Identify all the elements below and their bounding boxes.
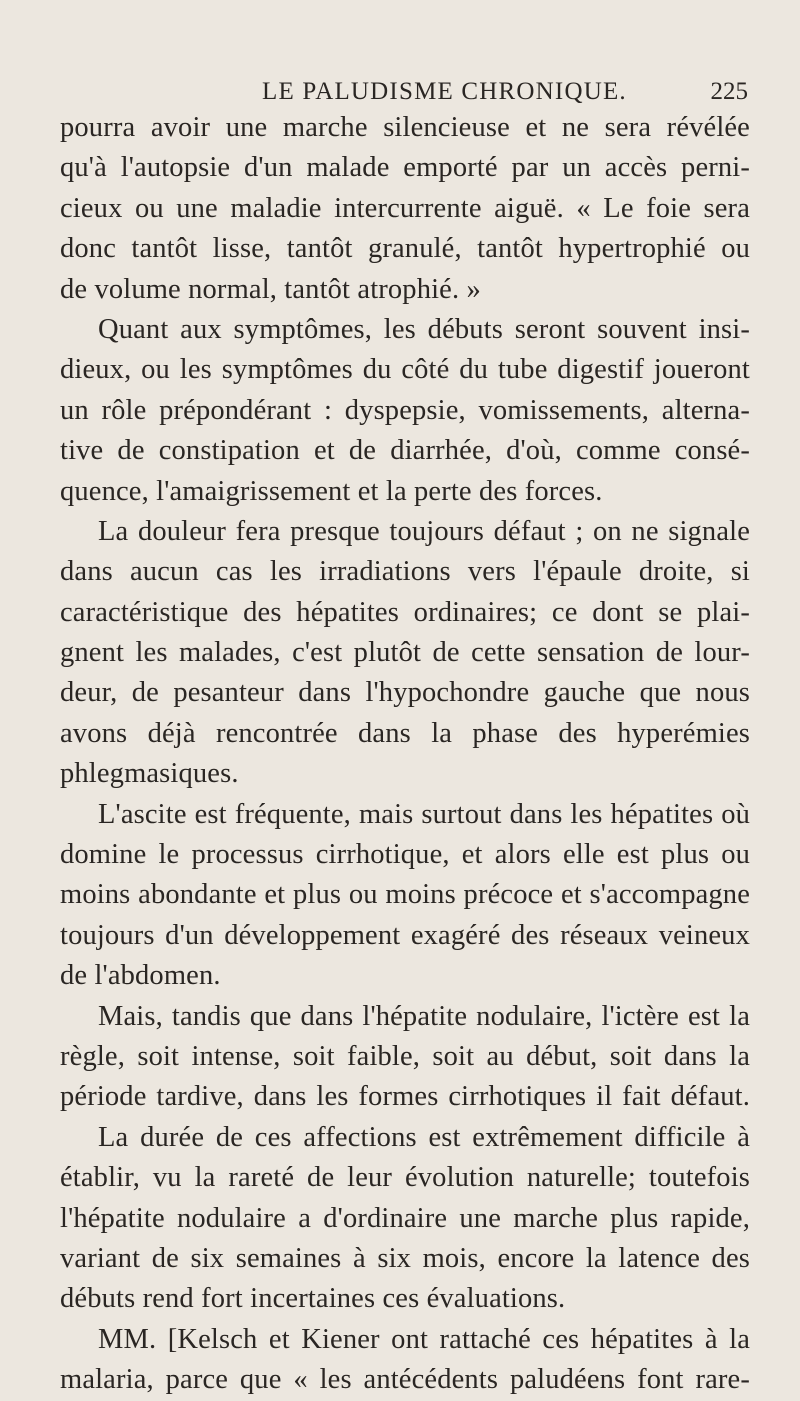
running-title: LE PALUDISME CHRONIQUE. xyxy=(262,78,627,105)
text-line: Quant aux symptômes, les débuts seront souvent insi- xyxy=(98,313,750,345)
text-line: qu'à l'autopsie d'un malade emporté par un accès perni- xyxy=(60,152,750,184)
text-line: Mais, tandis que dans l'hépatite nodulaire, l'ictère est la xyxy=(98,1000,750,1032)
text-line: quence, l'amaigrissement et la perte des forces. xyxy=(60,475,603,507)
text-line: période tardive, dans les formes cirrhotiques il fait défaut. xyxy=(60,1081,750,1113)
text-line: malaria, parce que « les antécédents paludéens font rare- xyxy=(60,1364,750,1396)
text-line: L'ascite est fréquente, mais surtout dans les hépatites où xyxy=(98,798,750,830)
text-line: variant de six semaines à six mois, encore la latence des xyxy=(60,1242,750,1274)
text-line: toujours d'un développement exagéré des réseaux veineux xyxy=(60,919,750,951)
text-line: dieux, ou les symptômes du côté du tube digestif joueront xyxy=(60,354,750,386)
body-text xyxy=(60,108,750,1401)
text-line: débuts rend fort incertaines ces évaluations. xyxy=(60,1283,566,1315)
text-line: gnent les malades, c'est plutôt de cette sensation de lour- xyxy=(60,637,750,669)
text-line: MM. [Kelsch et Kiener ont rattaché ces hépatites à la xyxy=(98,1323,750,1355)
text-line: phlegmasiques. xyxy=(60,758,239,790)
page-header xyxy=(0,78,800,108)
text-line: deur, de pesanteur dans l'hypochondre gauche que nous xyxy=(60,677,750,709)
text-line: de volume normal, tantôt atrophié. » xyxy=(60,273,481,305)
text-line: moins abondante et plus ou moins précoce et s'accompagne xyxy=(60,879,750,911)
text-line: règle, soit intense, soit faible, soit au début, soit dans la xyxy=(60,1040,750,1072)
text-line: caractéristique des hépatites ordinaires; ce dont se plai- xyxy=(60,596,750,628)
text-line: avons déjà rencontrée dans la phase des hyperémies xyxy=(60,717,750,749)
page-number: 225 xyxy=(710,78,748,105)
text-line: cieux ou une maladie intercurrente aiguë. « Le foie sera xyxy=(60,192,750,224)
text-line: tive de constipation et de diarrhée, d'où, comme consé- xyxy=(60,435,750,467)
text-line: de l'abdomen. xyxy=(60,960,221,992)
text-line: un rôle prépondérant : dyspepsie, vomissements, alterna- xyxy=(60,394,750,426)
text-line: La durée de ces affections est extrêmement difficile à xyxy=(98,1121,750,1153)
text-line: l'hépatite nodulaire a d'ordinaire une marche plus rapide, xyxy=(60,1202,750,1234)
text-line: La douleur fera presque toujours défaut ; on ne signale xyxy=(98,515,750,547)
text-line: établir, vu la rareté de leur évolution naturelle; toutefois xyxy=(60,1162,750,1194)
text-line: domine le processus cirrhotique, et alors elle est plus ou xyxy=(60,839,750,871)
text-line: dans aucun cas les irradiations vers l'épaule droite, si xyxy=(60,556,750,588)
text-line: donc tantôt lisse, tantôt granulé, tantôt hypertrophié ou xyxy=(60,233,750,265)
text-line: pourra avoir une marche silencieuse et ne sera révélée xyxy=(60,112,750,143)
